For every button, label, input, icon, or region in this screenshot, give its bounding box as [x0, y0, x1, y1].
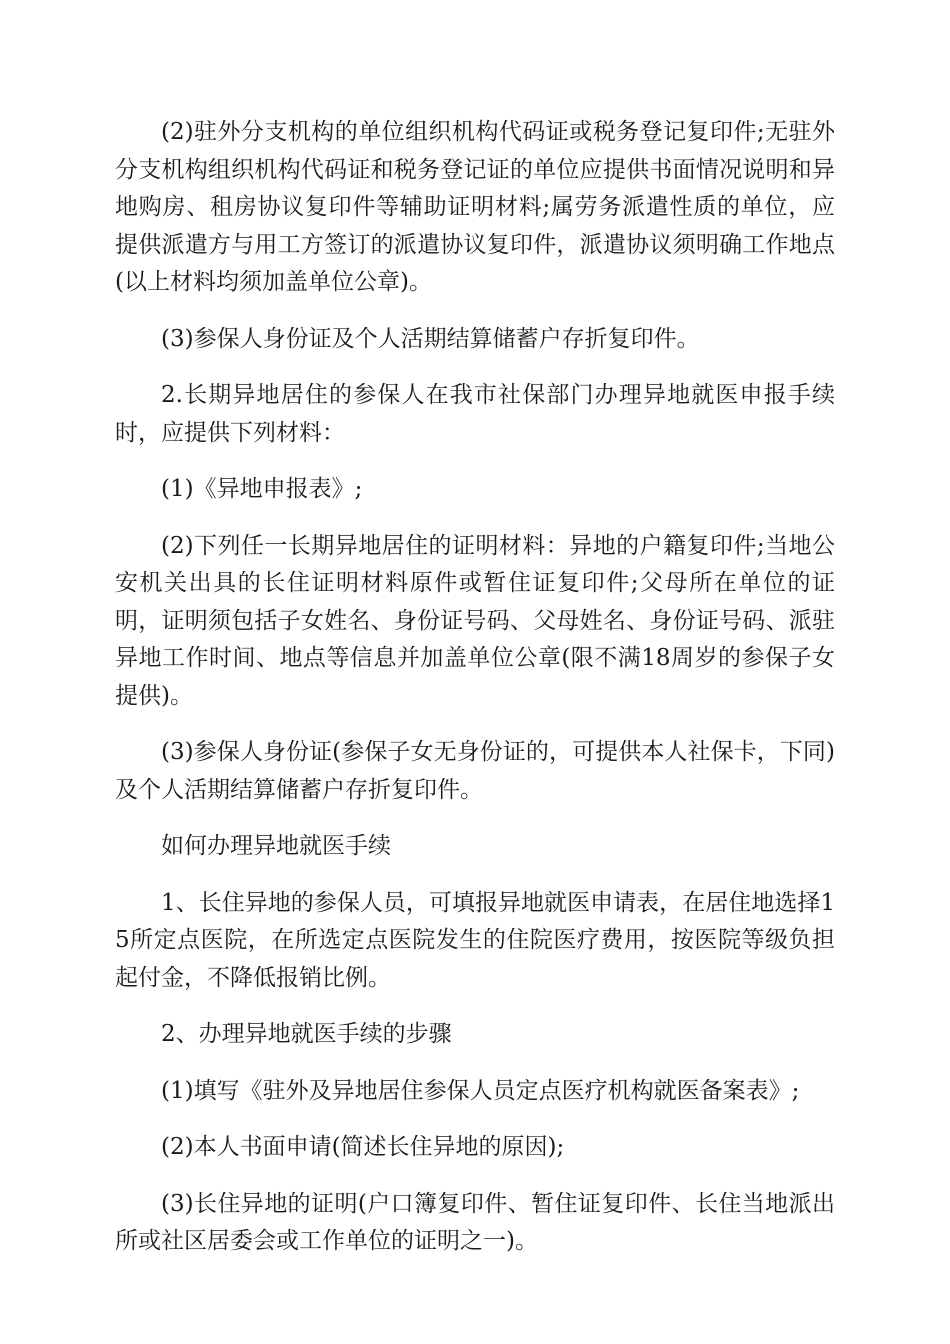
paragraph-step-written-application: (2)本人书面申请(简述长住异地的原因); — [161, 1134, 565, 1160]
section-heading-how-to-apply: 如何办理异地就医手续 — [161, 833, 391, 859]
paragraph-step-residence-proof: (3)长住异地的证明(户口簿复印件、暂住证复印件、长住当地派出所或社区居委会或工作单位的证明之一)。 — [115, 1190, 835, 1254]
paragraph-long-term-residence-heading: 2.长期异地居住的参保人在我市社保部门办理异地就医申报手续时，应提供下列材料： — [115, 382, 835, 446]
document-body — [115, 114, 835, 1280]
paragraph-step-fill-form: (1)填写《驻外及异地居住参保人员定点医疗机构就医备案表》; — [161, 1077, 800, 1104]
paragraph-residence-proof: (2)下列任一长期异地居住的证明材料：异地的户籍复印件;当地公安机关出具的长住证明材料原件或暂住证复印件;父母所在单位的证明，证明须包括子女姓名、身份证号码、父母姓名、身份证号码、派驻异地工作时间、地点等信息并加盖单位公章(限不满18周岁的参保子女提供)。 — [115, 532, 835, 709]
paragraph-id-passbook: (3)参保人身份证及个人活期结算储蓄户存折复印件。 — [161, 325, 700, 352]
paragraph-employer-materials: (2)驻外分支机构的单位组织机构代码证或税务登记复印件;无驻外分支机构组织机构代码证和税务登记证的单位应提供书面情况说明和异地购房、租房协议复印件等辅助证明材料;属劳务派遣性质的单位，应提供派遣方与用工方签订的派遣协议复印件，派遣协议须明确工作地点(以上材料均须加盖单位公章)。 — [115, 119, 835, 295]
paragraph-designated-hospitals: 1、长住异地的参保人员，可填报异地就医申请表，在居住地选择15所定点医院，在所选定点医院发生的住院医疗费用，按医院等级负担起付金，不降低报销比例。 — [115, 889, 835, 991]
paragraph-application-form: (1)《异地申报表》; — [161, 476, 363, 502]
paragraph-id-social-card: (3)参保人身份证(参保子女无身份证的，可提供本人社保卡，下同)及个人活期结算储蓄户存折复印件。 — [115, 739, 835, 803]
paragraph-steps-heading: 2、办理异地就医手续的步骤 — [161, 1021, 452, 1047]
